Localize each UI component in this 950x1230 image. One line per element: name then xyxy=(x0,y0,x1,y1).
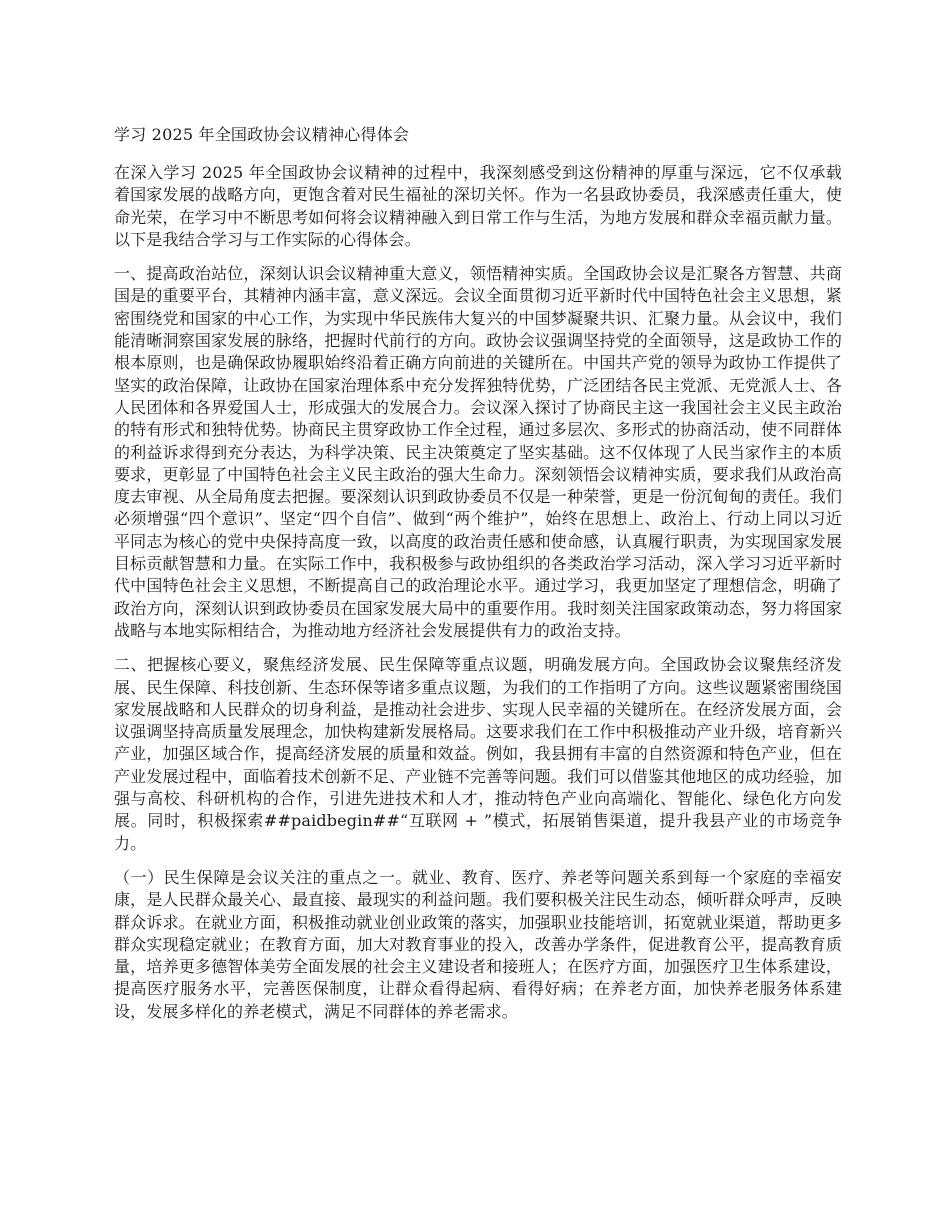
paragraph-section-2: 二、把握核心要义，聚焦经济发展、民生保障等重点议题，明确发展方向。全国政协会议聚焦经济发展、民生保障、科技创新、生态环保等诸多重点议题，为我们的工作指明了方向。这些议题紧密围绕国家发展战略和人民群众的切身利益，是推动社会进步、实现人民幸福的关键所在。在经济发展方面，会议强调坚持高质量发展理念，加快构建新发展格局。这要求我们在工作中积极推动产业升级，培育新兴产业，加强区域合作，提高经济发展的质量和效益。例如，我县拥有丰富的自然资源和特色产业，但在产业发展过程中，面临着技术创新不足、产业链不完善等问题。我们可以借鉴其他地区的成功经验，加强与高校、科研机构的合作，引进先进技术和人才，推动特色产业向高端化、智能化、绿色化方向发展。同时，积极探索##paidbegin##“互联网 + ”模式，拓展销售渠道，提升我县产业的市场竞争力。 xyxy=(114,655,842,853)
paragraph-subsection-1: （一）民生保障是会议关注的重点之一。就业、教育、医疗、养老等问题关系到每一个家庭的幸福安康，是人民群众最关心、最直接、最现实的利益问题。我们要积极关注民生动态，倾听群众呼声，反映群众诉求。在就业方面，积极推动就业创业政策的落实，加强职业技能培训，拓宽就业渠道，帮助更多群众实现稳定就业；在教育方面，加大对教育事业的投入，改善办学条件，促进教育公平，提高教育质量，培养更多德智体美劳全面发展的社会主义建设者和接班人；在医疗方面，加强医疗卫生体系建设，提高医疗服务水平，完善医保制度，让群众看得起病、看得好病；在养老方面，加快养老服务体系建设，发展多样化的养老模式，满足不同群体的养老需求。 xyxy=(114,867,842,1021)
document-title: 学习 2025 年全国政协会议精神心得体会 xyxy=(114,125,410,144)
paragraph-section-1: 一、提高政治站位，深刻认识会议精神重大意义，领悟精神实质。全国政协会议是汇聚各方智慧、共商国是的重要平台，其精神内涵丰富，意义深远。会议全面贯彻习近平新时代中国特色社会主义思想，紧密围绕党和国家的中心工作，为实现中华民族伟大复兴的中国梦凝聚共识、汇聚力量。从会议中，我们能清晰洞察国家发展的脉络，把握时代前行的方向。政协会议强调坚持党的全面领导，这是政协工作的根本原则，也是确保政协履职始终沿着正确方向前进的关键所在。中国共产党的领导为政协工作提供了坚实的政治保障，让政协在国家治理体系中充分发挥独特优势，广泛团结各民主党派、无党派人士、各人民团体和各界爱国人士，形成强大的发展合力。会议深入探讨了协商民主这一我国社会主义民主政治的特有形式和独特优势。协商民主贯穿政协工作全过程，通过多层次、多形式的协商活动，使不同群体的利益诉求得到充分表达，为科学决策、民主决策奠定了坚实基础。这不仅体现了人民当家作主的本质要求，更彰显了中国特色社会主义民主政治的强大生命力。深刻领悟会议精神实质，要求我们从政治高度去审视、从全局角度去把握。要深刻认识到政协委员不仅是一种荣誉，更是一份沉甸甸的责任。我们必须增强“四个意识”、坚定“四个自信”、做到“两个维护”，始终在思想上、政治上、行动上同以习近平同志为核心的党中央保持高度一致，以高度的政治责任感和使命感，认真履行职责，为实现国家发展目标贡献智慧和力量。在实际工作中，我积极参与政协组织的各类政治学习活动，深入学习习近平新时代中国特色社会主义思想，不断提高自己的政治理论水平。通过学习，我更加坚定了理想信念，明确了政治方向，深刻认识到政协委员在国家发展大局中的重要作用。我时刻关注国家政策动态，努力将国家战略与本地实际相结合，为推动地方经济社会发展提供有力的政治支持。 xyxy=(114,264,842,640)
document-page xyxy=(114,124,842,1035)
paragraph-intro: 在深入学习 2025 年全国政协会议精神的过程中，我深刻感受到这份精神的厚重与深远，它不仅承载着国家发展的战略方向，更饱含着对民生福祉的深切关怀。作为一名县政协委员，我深感责任重大，使命光荣，在学习中不断思考如何将会议精神融入到日常工作与生活，为地方发展和群众幸福贡献力量。以下是我结合学习与工作实际的心得体会。 xyxy=(114,163,842,249)
